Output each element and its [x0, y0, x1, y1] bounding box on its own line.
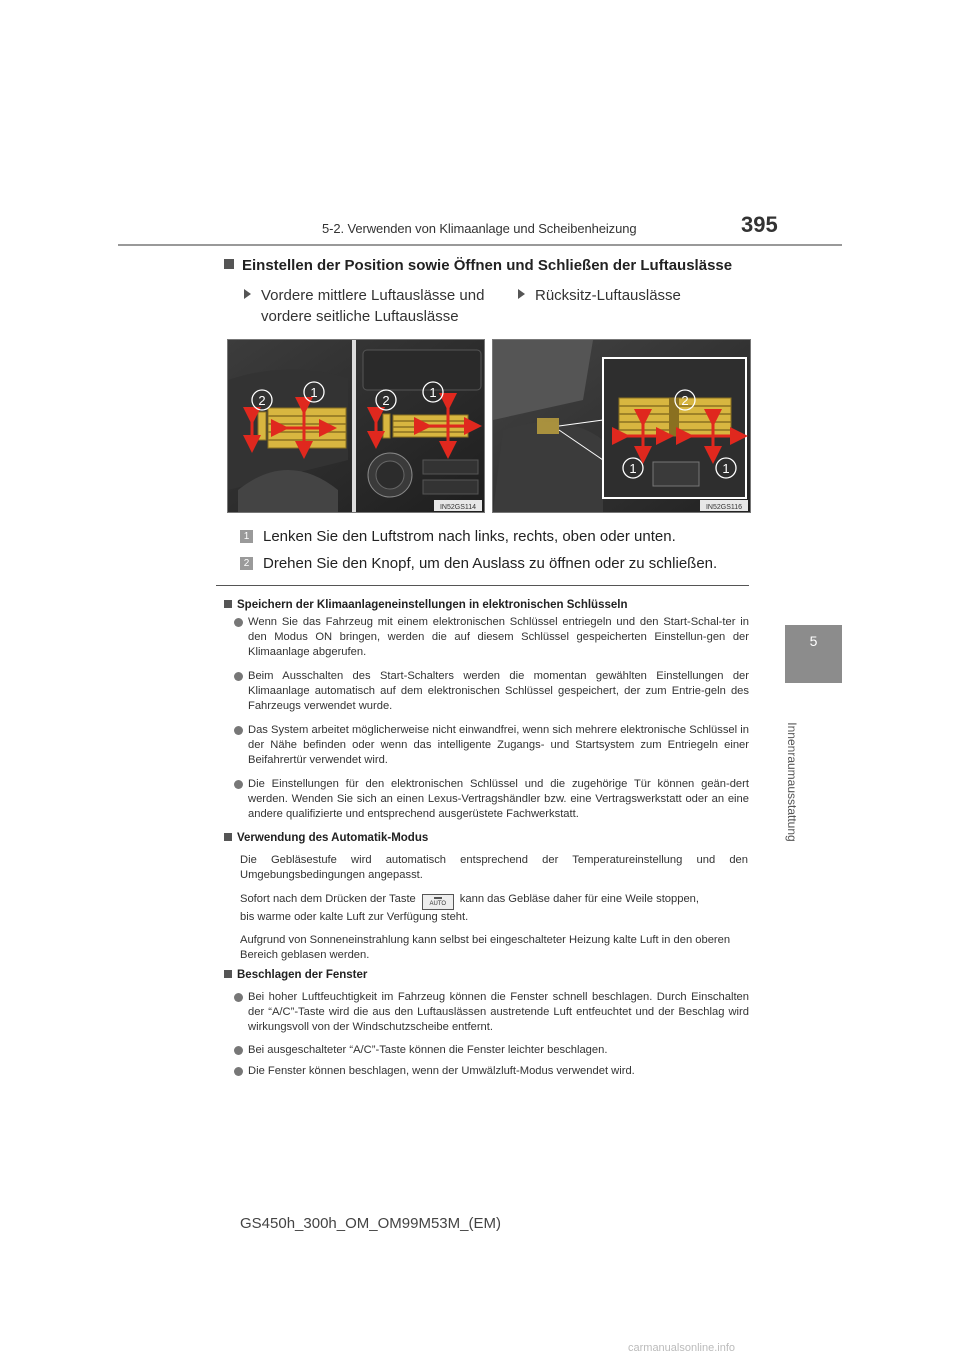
item-1-text: Lenken Sie den Luftstrom nach links, rechts, oben oder unten. — [263, 528, 676, 545]
chapter-number: 5 — [809, 633, 818, 649]
item-2 — [240, 555, 717, 572]
paragraph: Die Gebläsestufe wird automatisch entsprechend der Temperatureinstellung und den Umgebungsbedingungen angepasst. — [240, 854, 748, 881]
note-heading-auto-mode — [224, 832, 428, 844]
subheading-rear-text: Rücksitz-Luftauslässe — [535, 287, 681, 304]
note-heading-fogging — [224, 969, 367, 981]
list-item: Die Einstellungen für den elektronischen Schlüssel und die zugehörige Tür können geän-dert werden. Wenden Sie sich an einen Lexus-Vertragshändler bzw. eine Vertragswerkstatt oder an eine andere qualifizierte und entsprechend ausgerüstete Fachwerkstatt. — [234, 777, 749, 822]
callout-2: 2 — [382, 393, 390, 408]
chapter-label: Innenraumausstattung — [785, 722, 799, 842]
bullet-icon — [234, 672, 243, 681]
bullet-icon — [234, 726, 243, 735]
auto-button-icon: AUTO — [422, 894, 454, 910]
paragraph-auto-button: Sofort nach dem Drücken der Taste AUTO kann das Gebläse daher für eine Weile stoppen, bis warme oder kalte Luft zur Verfügung steht. — [240, 893, 700, 923]
triangle-icon — [518, 289, 525, 299]
heading-square-icon — [224, 259, 234, 269]
triangle-icon — [244, 289, 251, 299]
bullet-icon — [234, 618, 243, 627]
note-heading-text: Speichern der Klimaanlageneinstellungen in elektronischen Schlüsseln — [237, 599, 628, 611]
watermark: carmanualsonline.info — [628, 1342, 736, 1354]
section-divider — [216, 585, 749, 586]
paragraph: Aufgrund von Sonneneinstrahlung kann selbst bei eingeschalteter Heizung kalte Luft in den oberen Bereich geblasen werden. — [240, 934, 731, 961]
note-heading-text: Verwendung des Automatik-Modus — [237, 832, 429, 844]
callout-1: 1 — [310, 385, 318, 400]
note-heading-text: Beschlagen der Fenster — [237, 969, 368, 981]
heading-square-icon — [224, 833, 232, 841]
callout-2: 2 — [258, 393, 266, 408]
callout-1: 1 — [429, 385, 437, 400]
item-2-text: Drehen Sie den Knopf, um den Auslass zu öffnen oder zu schließen. — [263, 555, 718, 572]
bullet-icon — [234, 780, 243, 789]
document-code: GS450h_300h_OM_OM99M53M_(EM) — [240, 1215, 501, 1232]
figure-code: IN52GS114 — [439, 504, 477, 511]
callout-2: 2 — [681, 393, 689, 408]
chapter-label-vertical — [780, 712, 804, 852]
note-heading-key-memory — [224, 599, 627, 611]
figure-rear-vents — [492, 339, 751, 513]
section-heading — [224, 257, 732, 274]
heading-square-icon — [224, 600, 232, 608]
bullet-icon — [234, 1067, 243, 1076]
figure-front-vents — [227, 339, 485, 513]
section-heading-text: Einstellen der Position sowie Öffnen und Schließen der Luftauslässe — [242, 257, 733, 274]
header-divider — [118, 244, 842, 246]
page-number: 395 — [741, 212, 778, 237]
heading-square-icon — [224, 970, 232, 978]
callout-1: 1 — [722, 461, 730, 476]
bullet-icon — [234, 993, 243, 1002]
subheading-rear-vents — [518, 285, 681, 306]
list-item: Die Fenster können beschlagen, wenn der Umwälzluft-Modus verwendet wird. — [234, 1064, 749, 1079]
list-item: Bei ausgeschalteter “A/C”-Taste können die Fenster leichter beschlagen. — [234, 1043, 749, 1058]
number-badge: 2 — [240, 557, 253, 570]
subheading-front-vents — [244, 285, 484, 327]
list-item: Das System arbeitet möglicherweise nicht einwandfrei, wenn sich mehrere elektronische Schlüssel in der Nähe befinden oder wenn das intelligente Zugangs- und Startsystem zum Entriegeln einer Beifahrertür verwendet wird. — [234, 723, 749, 768]
subheading-front-line1: Vordere mittlere Luftauslässe und — [261, 287, 485, 304]
running-header-title: 5-2. Verwenden von Klimaanlage und Scheibenheizung — [322, 221, 637, 236]
item-1 — [240, 528, 676, 545]
bullet-icon — [234, 1046, 243, 1055]
list-item: Wenn Sie das Fahrzeug mit einem elektronischen Schlüssel entriegeln und den Start-Schal-ter in den Modus ON bringen, werden die auf diesem Schlüssel gespeicherten Einstellun-gen der Klimaanlage abgerufen. — [234, 615, 749, 660]
callout-1: 1 — [629, 461, 637, 476]
figure-code: IN52GS116 — [705, 504, 743, 511]
number-badge: 1 — [240, 530, 253, 543]
list-item: Bei hoher Luftfeuchtigkeit im Fahrzeug können die Fenster schnell beschlagen. Durch Einschalten der “A/C”-Taste wird die aus den Luftauslässen austretende Luft entfeuchtet und der Beschlag wird wirkungsvoll von der Windschutzscheibe entfernt. — [234, 990, 749, 1035]
subheading-front-line2: vordere seitliche Luftauslässe — [261, 308, 459, 325]
list-item: Beim Ausschalten des Start-Schalters werden die momentan gewählten Einstellungen der Klimaanlage automatisch auf dem elektronischen Schlüssel gespeichert, der zum Entrie-geln des Fahrzeugs verwendet wurde. — [234, 669, 749, 714]
